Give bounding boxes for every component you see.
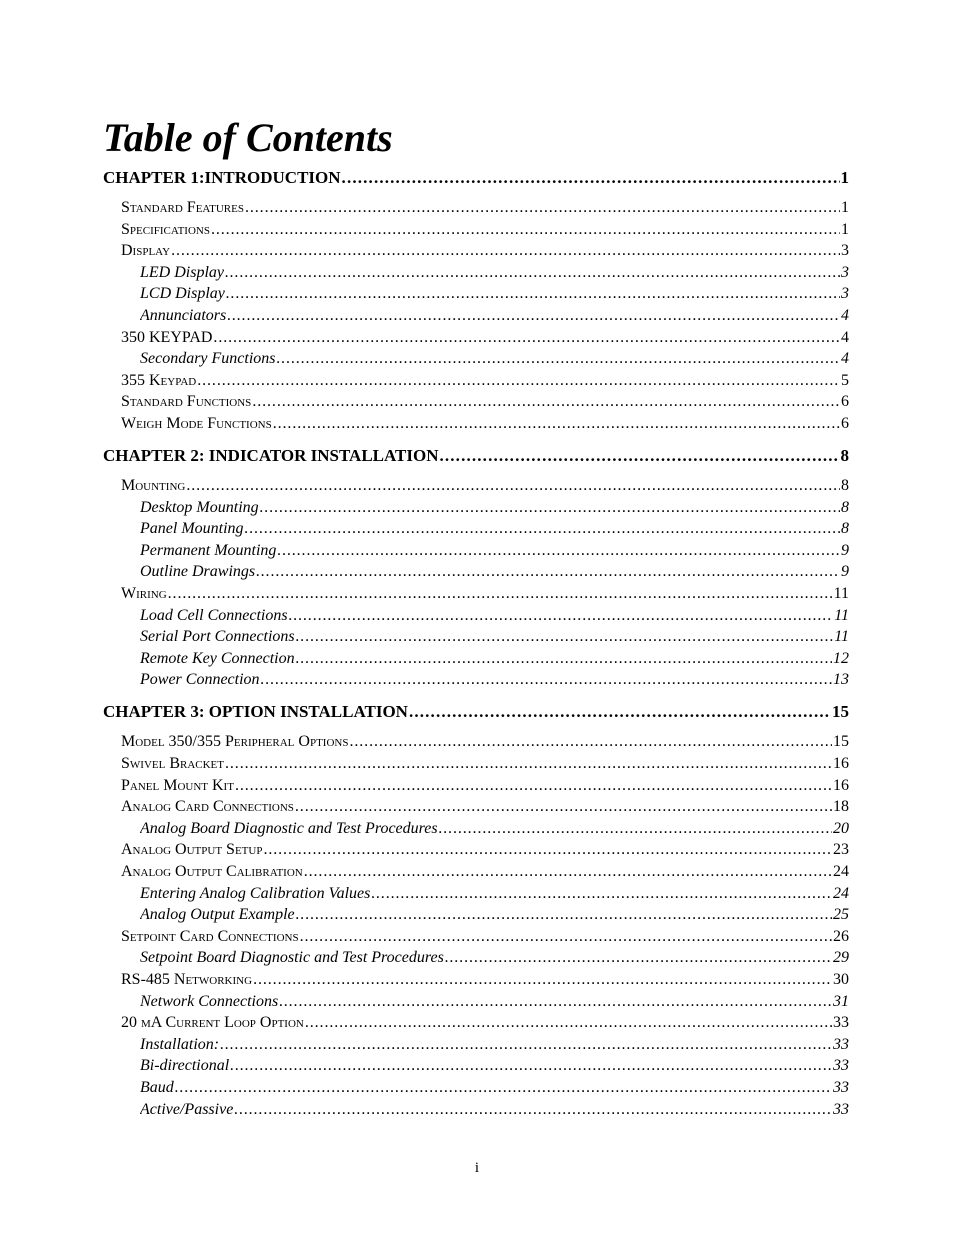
toc-entry-label: Entering Analog Calibration Values <box>140 884 371 902</box>
toc-entry-page: 1 <box>841 220 849 238</box>
dot-leader <box>225 755 832 773</box>
toc-entry-page: 6 <box>841 393 849 411</box>
toc-entry[interactable] <box>121 971 849 993</box>
toc-entry-page: 5 <box>841 371 849 389</box>
toc-entry-label: Load Cell Connections <box>140 606 288 624</box>
toc-entry-label: Power Connection <box>140 671 260 689</box>
toc-entry-label: Analog Card Connections <box>121 798 294 816</box>
toc-entry-page: 13 <box>833 671 849 689</box>
dot-leader <box>289 607 834 625</box>
toc-entry[interactable] <box>121 841 849 863</box>
toc-entry-page: 8 <box>841 520 849 538</box>
toc-entry-page: 33 <box>833 1014 849 1032</box>
toc-entry[interactable] <box>121 329 849 351</box>
dot-leader <box>226 285 840 303</box>
dot-leader <box>175 1079 832 1097</box>
toc-entry-page: 12 <box>833 649 849 667</box>
toc-entry-label: Active/Passive <box>140 1100 234 1118</box>
toc-entry[interactable] <box>140 650 849 672</box>
toc-entry-label: Bi-directional <box>140 1057 230 1075</box>
dot-leader <box>349 733 832 751</box>
toc-entry-label: RS-485 Networking <box>121 971 253 988</box>
toc-entry[interactable] <box>140 563 849 585</box>
toc-entry-page: 31 <box>833 992 849 1010</box>
dot-leader <box>277 542 840 560</box>
dot-leader <box>171 242 840 260</box>
dot-leader <box>227 307 840 325</box>
toc-entry-label: Specifications <box>121 220 210 238</box>
toc-entry[interactable] <box>140 949 849 971</box>
toc-entry[interactable] <box>121 755 849 777</box>
toc-entry[interactable] <box>121 242 849 264</box>
toc-entry-page: 15 <box>832 702 849 722</box>
dot-leader <box>256 563 840 581</box>
toc-entry-label: Wiring <box>121 585 167 602</box>
toc-entry-page: 24 <box>833 863 849 880</box>
toc-entry-page: 33 <box>833 1079 849 1096</box>
toc-entry[interactable] <box>140 820 849 842</box>
toc-entry-page: 33 <box>833 1100 849 1118</box>
toc-entry-label: Display <box>121 242 171 260</box>
toc-entry-label: 20 mA Current Loop Option <box>121 1014 304 1032</box>
toc-entry[interactable] <box>121 863 849 885</box>
toc-entry[interactable] <box>140 993 849 1015</box>
toc-entry-page: 8 <box>841 498 849 516</box>
toc-entry[interactable] <box>121 415 849 437</box>
dot-leader <box>235 777 832 795</box>
toc-chapter-entry[interactable] <box>103 446 849 468</box>
toc-entry-page: 26 <box>833 927 849 945</box>
toc-entry-page: 4 <box>841 328 849 346</box>
toc-entry-page: 11 <box>833 585 849 602</box>
dot-leader <box>220 1036 832 1054</box>
toc-entry-label: 355 Keypad <box>121 371 197 389</box>
toc-chapter-entry[interactable] <box>103 168 849 190</box>
dot-leader <box>260 499 840 517</box>
toc-entry[interactable] <box>140 1079 849 1101</box>
toc-entry[interactable] <box>121 199 849 221</box>
toc-entry-label: Analog Board Diagnostic and Test Procedures <box>140 819 438 837</box>
dot-leader <box>245 520 840 538</box>
dot-leader <box>279 993 832 1011</box>
toc-entry-label: CHAPTER 1:INTRODUCTION <box>103 168 341 187</box>
toc-entry[interactable] <box>121 798 849 820</box>
toc-chapter-entry[interactable] <box>103 702 849 724</box>
toc-entry-page: 15 <box>833 733 849 751</box>
toc-entry-page: 25 <box>833 906 849 924</box>
toc-entry-page: 1 <box>841 199 849 216</box>
toc-entry[interactable] <box>121 777 849 799</box>
toc-entry[interactable] <box>140 350 849 372</box>
dot-leader <box>439 446 839 466</box>
toc-entry-label: Desktop Mounting <box>140 498 259 516</box>
toc-entry-page: 3 <box>841 242 849 260</box>
toc-entry-page: 33 <box>833 1057 849 1075</box>
toc-entry-page: 23 <box>833 841 849 859</box>
toc-entry-label: Outline Drawings <box>140 563 256 581</box>
toc-entry-label: Baud <box>140 1079 174 1096</box>
dot-leader <box>305 1014 832 1032</box>
toc-entry[interactable] <box>121 393 849 415</box>
dot-leader <box>342 168 840 188</box>
toc-entry-page: 16 <box>833 755 849 772</box>
toc-entry-page: 8 <box>841 477 849 494</box>
toc-entry-label: Panel Mounting <box>140 520 244 538</box>
page-title: Table of Contents <box>103 115 393 160</box>
toc-entry[interactable] <box>140 1057 849 1079</box>
toc-entry-label: Serial Port Connections <box>140 628 295 646</box>
dot-leader <box>371 885 832 903</box>
toc-entry-label: Panel Mount Kit <box>121 776 234 794</box>
toc-entry-page: 11 <box>834 628 849 646</box>
toc-entry-label: Analog Output Setup <box>121 841 263 859</box>
toc-entry-label: Standard Functions <box>121 393 252 411</box>
toc-entry[interactable] <box>140 1036 849 1058</box>
toc-entry[interactable] <box>121 477 849 499</box>
toc-entry-page: 20 <box>833 819 849 837</box>
toc-entry-label: LED Display <box>140 263 224 281</box>
toc-entry[interactable] <box>140 671 849 693</box>
toc-entry-label: Swivel Bracket <box>121 755 224 772</box>
toc-entry-label: CHAPTER 3: OPTION INSTALLATION <box>103 702 408 722</box>
dot-leader <box>263 841 832 859</box>
toc-entry[interactable] <box>140 264 849 286</box>
dot-leader <box>445 949 832 967</box>
dot-leader <box>252 393 840 411</box>
toc-entry-page: 18 <box>833 798 849 816</box>
toc-entry-label: Weigh Mode Functions <box>121 415 272 432</box>
toc-entry-page: 6 <box>841 415 849 432</box>
dot-leader <box>296 906 832 924</box>
toc-entry-page: 33 <box>833 1035 849 1053</box>
toc-entry-page: 11 <box>834 606 849 624</box>
toc-entry-label: CHAPTER 2: INDICATOR INSTALLATION <box>103 446 439 465</box>
toc-entry[interactable] <box>121 733 849 755</box>
toc-entry-page: 8 <box>840 446 849 465</box>
toc-entry[interactable] <box>140 1101 849 1123</box>
dot-leader <box>211 221 840 239</box>
dot-leader <box>230 1057 832 1075</box>
toc-entry[interactable] <box>140 885 849 907</box>
dot-leader <box>300 928 832 946</box>
toc-entry[interactable] <box>140 307 849 329</box>
toc-entry-label: Mounting <box>121 477 186 494</box>
dot-leader <box>261 671 832 689</box>
dot-leader <box>273 415 840 433</box>
toc-entry-page: 24 <box>833 884 849 902</box>
toc-entry-label: Permanent Mounting <box>140 541 277 559</box>
dot-leader <box>213 329 840 347</box>
toc-entry-label: Model 350/355 Peripheral Options <box>121 733 349 751</box>
toc-entry[interactable] <box>121 221 849 243</box>
dot-leader <box>168 585 833 603</box>
toc-entry-page: 29 <box>833 949 849 967</box>
toc-entry[interactable] <box>121 1014 849 1036</box>
toc-entry[interactable] <box>121 585 849 607</box>
toc-entry-label: Analog Output Calibration <box>121 863 303 880</box>
dot-leader <box>439 820 832 838</box>
dot-leader <box>304 863 832 881</box>
dot-leader <box>197 372 840 390</box>
toc-entry-page: 16 <box>833 776 849 794</box>
toc-entry[interactable] <box>140 520 849 542</box>
toc-entry-page: 30 <box>833 971 849 988</box>
toc-entry-label: 350 KEYPAD <box>121 328 213 346</box>
toc-entry-label: Standard Features <box>121 199 244 216</box>
toc-entry[interactable] <box>121 372 849 394</box>
page-number: i <box>474 1160 480 1176</box>
dot-leader <box>234 1101 832 1119</box>
dot-leader <box>409 702 831 722</box>
toc-entry[interactable] <box>140 542 849 564</box>
toc-entry-label: Remote Key Connection <box>140 649 295 667</box>
dot-leader <box>186 477 840 495</box>
dot-leader <box>253 971 832 989</box>
toc-entry-page: 4 <box>841 307 849 324</box>
toc-entry-page: 1 <box>840 168 849 187</box>
dot-leader <box>277 350 840 368</box>
toc-entry-page: 3 <box>841 263 849 281</box>
dot-leader <box>296 650 832 668</box>
toc-entry-page: 9 <box>841 541 849 559</box>
dot-leader <box>225 264 840 282</box>
dot-leader <box>245 199 840 217</box>
toc-entry-label: Installation: <box>140 1035 220 1053</box>
toc-entry-label: Setpoint Board Diagnostic and Test Procedures <box>140 949 444 967</box>
dot-leader <box>295 798 832 816</box>
toc-entry-label: Secondary Functions <box>140 350 276 368</box>
toc-entry-label: Setpoint Card Connections <box>121 927 299 945</box>
toc-entry[interactable] <box>140 499 849 521</box>
dot-leader <box>296 628 834 646</box>
toc-entry[interactable] <box>140 607 849 629</box>
toc-entry[interactable] <box>140 628 849 650</box>
toc-entry-page: 3 <box>841 285 849 303</box>
toc-entry[interactable] <box>140 906 849 928</box>
toc-entry[interactable] <box>140 285 849 307</box>
toc-entry-page: 4 <box>841 350 849 368</box>
toc-entry-label: Analog Output Example <box>140 906 295 924</box>
toc-entry-page: 9 <box>841 563 849 581</box>
toc-entry-label: Annunciators <box>140 307 227 324</box>
toc-entry[interactable] <box>121 928 849 950</box>
toc-entry-label: Network Connections <box>140 992 279 1010</box>
toc-entry-label: LCD Display <box>140 285 225 303</box>
